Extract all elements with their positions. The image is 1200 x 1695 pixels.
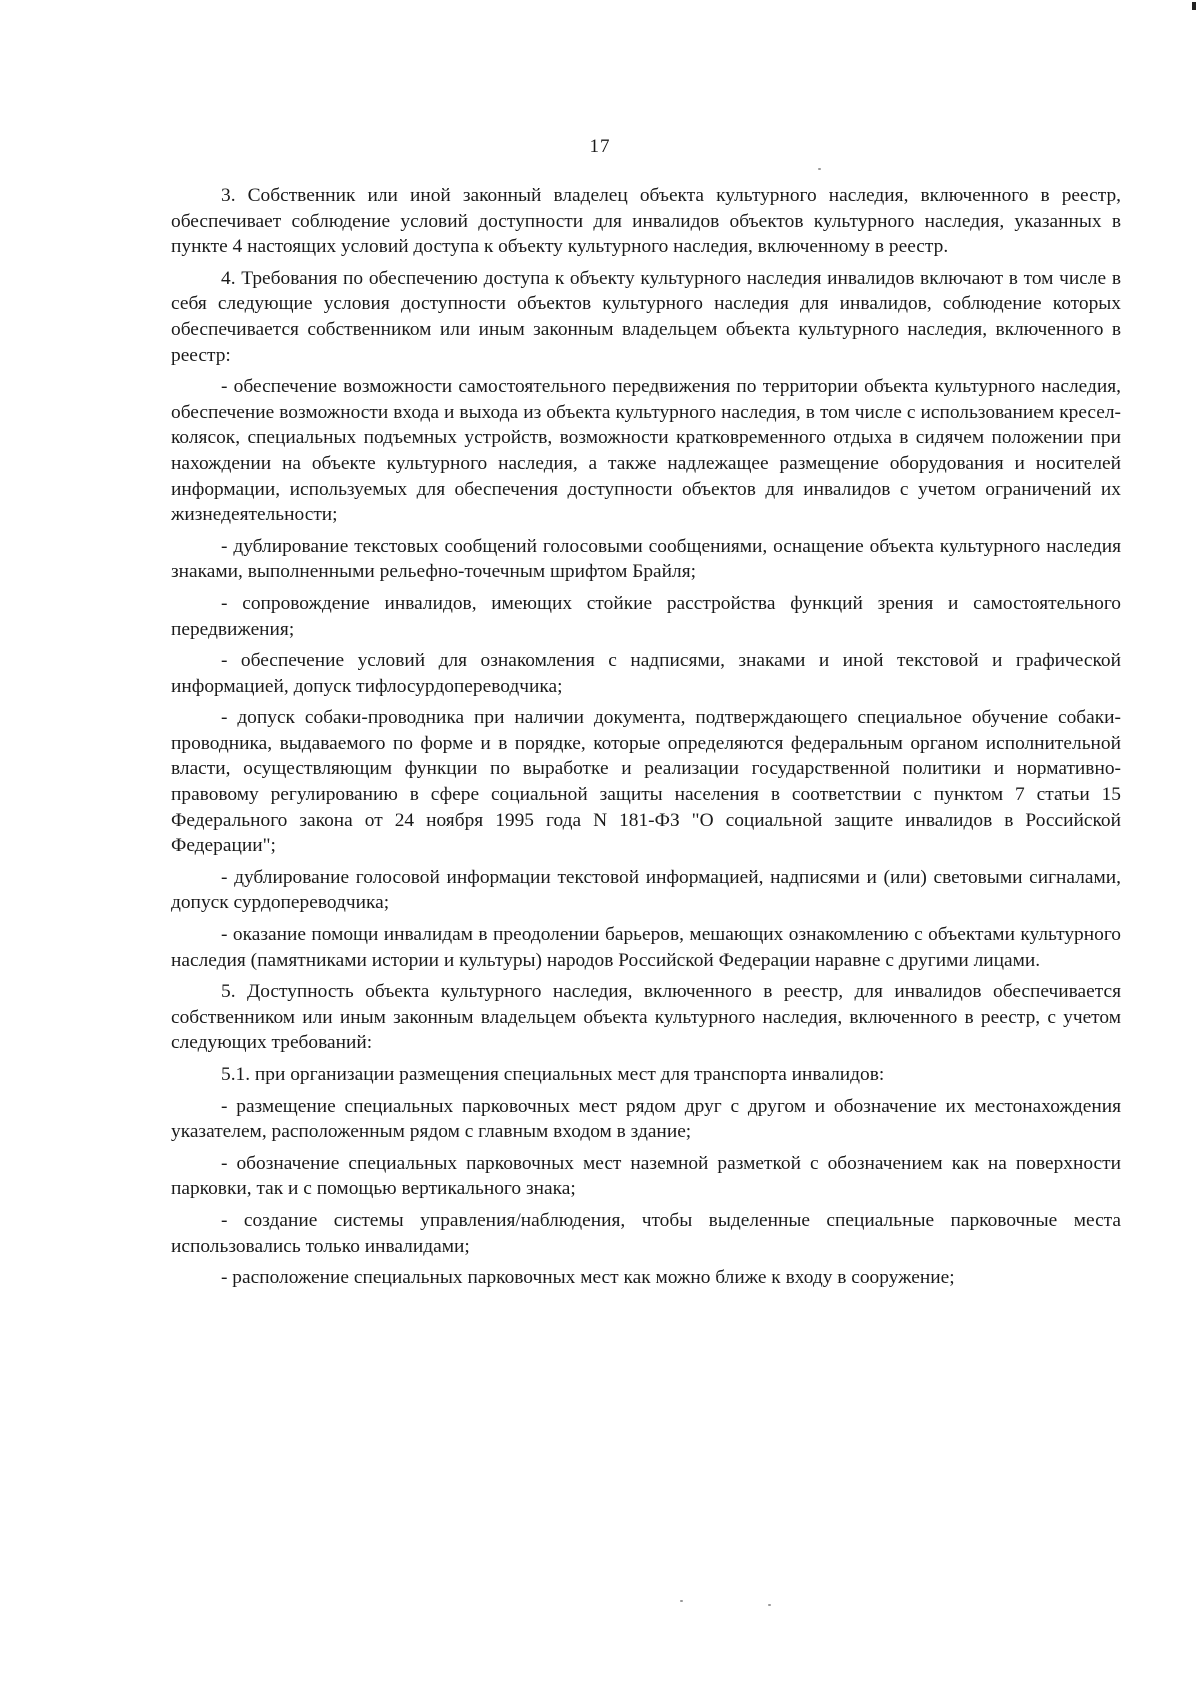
list-item-escort: - сопровождение инвалидов, имеющих стойкие расстройства функций зрения и самостоятельного передвижения; [171, 592, 1121, 640]
paragraph-4: 4. Требования по обеспечению доступа к объекту культурного наследия инвалидов включают в том числе в себя следующие условия доступности объектов культурного наследия для инвалидов, соблюдение которых обеспечивается собственником или иным законным владельцем объекта культурного наследия, включенного в реестр: [171, 267, 1121, 366]
scan-speck [680, 1600, 683, 1602]
page-number: 17 [589, 136, 611, 157]
list-item-parking-proximity: - расположение специальных парковочных мест как можно ближе к входу в сооружение; [221, 1267, 955, 1289]
paragraph-5: 5. Доступность объекта культурного наследия, включенного в реестр, для инвалидов обеспечивается собственником или иным законным владельцем объекта культурного наследия, включенного в реестр, с учетом следующих требований: [171, 981, 1121, 1054]
scan-speck [768, 1604, 771, 1606]
list-item-guide-dog: - допуск собаки-проводника при наличии документа, подтверждающего специальное обучение собаки-проводника, выдаваемого по форме и в порядке, которые определяются федеральным органом исполнительной власти, осуществляющим функции по выработке и реализации государственной политики и нормативно-правовому регулированию в сфере социальной защиты населения в соответствии с пунктом 7 статьи 15 Федерального закона от 24 ноября 1995 года N 181-ФЗ "О социальной защите инвалидов в Российской Федерации"; [171, 707, 1121, 857]
scan-speck [818, 168, 821, 170]
list-item-sign-interpreter: - дублирование голосовой информации текстовой информацией, надписями и (или) световыми сигналами, допуск сурдопереводчика; [171, 866, 1121, 914]
document-body [171, 183, 1121, 1297]
list-item-tiflo-interpreter: - обеспечение условий для ознакомления с надписями, знаками и иной текстовой и графической информацией, допуск тифлосурдопереводчика; [171, 650, 1121, 697]
list-item-parking-placement: - размещение специальных парковочных мест рядом друг с другом и обозначение их местонахождения указателем, расположенным рядом с главным входом в здание; [171, 1095, 1121, 1143]
paragraph-3: 3. Собственник или иной законный владелец объекта культурного наследия, включенного в реестр, обеспечивает соблюдение условий доступности для инвалидов объектов культурного наследия, указанных в пункте 4 настоящих условий доступа к объекту культурного наследия, включенному в реестр. [171, 185, 1121, 258]
list-item-parking-control: - создание системы управления/наблюдения, чтобы выделенные специальные парковочные места использовались только инвалидами; [171, 1209, 1121, 1257]
scan-artifact [1192, 2, 1196, 10]
list-item-barrier-assistance: - оказание помощи инвалидам в преодолении барьеров, мешающих ознакомлению с объектами культурного наследия (памятниками истории и культуры) народов Российской Федерации наравне с другими лицами. [171, 924, 1121, 971]
list-item-mobility: - обеспечение возможности самостоятельного передвижения по территории объекта культурного наследия, обеспечение возможности входа и выхода из объекта культурного наследия, в том числе с использованием кресел-колясок, специальных подъемных устройств, возможности кратковременного отдыха в сидячем положении при нахождении на объекте культурного наследия, а также надлежащее размещение оборудования и носителей информации, используемых для обеспечения доступности объектов для инвалидов с учетом ограничений их жизнедеятельности; [171, 376, 1121, 526]
paragraph-5-1: 5.1. при организации размещения специальных мест для транспорта инвалидов: [221, 1064, 885, 1085]
list-item-parking-marking: - обозначение специальных парковочных мест наземной разметкой с обозначением как на поверхности парковки, так и с помощью вертикального знака; [171, 1152, 1121, 1200]
list-item-braille: - дублирование текстовых сообщений голосовыми сообщениями, оснащение объекта культурного наследия знаками, выполненными рельефно-точечным шрифтом Брайля; [171, 535, 1121, 583]
